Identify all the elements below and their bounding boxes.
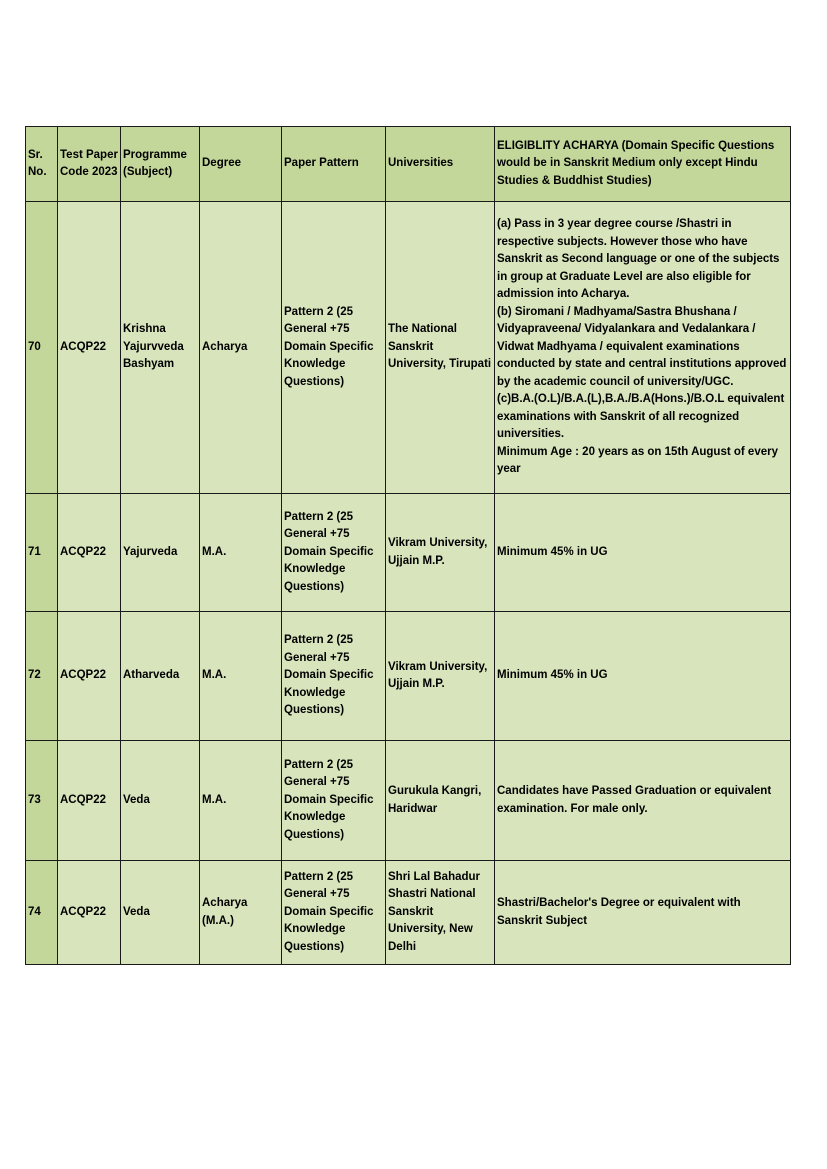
paper-pattern-cell: Pattern 2 (25 General +75 Domain Specific Knowledge Questions) bbox=[282, 612, 386, 741]
test-paper-code-cell: ACQP22 bbox=[58, 202, 121, 494]
eligibility-cell: Minimum 45% in UG bbox=[495, 612, 791, 741]
header-programme: Programme (Subject) bbox=[121, 127, 200, 202]
eligibility-cell: Candidates have Passed Graduation or equivalent examination. For male only. bbox=[495, 741, 791, 861]
university-cell: Gurukula Kangri, Haridwar bbox=[386, 741, 495, 861]
table-row bbox=[26, 612, 791, 741]
university-cell: Shri Lal Bahadur Shastri National Sanskrit University, New Delhi bbox=[386, 861, 495, 965]
programme-cell: Veda bbox=[121, 861, 200, 965]
sr-no-cell: 73 bbox=[26, 741, 58, 861]
university-cell: Vikram University, Ujjain M.P. bbox=[386, 612, 495, 741]
sr-no-cell: 72 bbox=[26, 612, 58, 741]
paper-pattern-cell: Pattern 2 (25 General +75 Domain Specific Knowledge Questions) bbox=[282, 494, 386, 612]
programme-cell: Veda bbox=[121, 741, 200, 861]
degree-cell: M.A. bbox=[200, 612, 282, 741]
degree-cell: M.A. bbox=[200, 741, 282, 861]
sr-no-cell: 71 bbox=[26, 494, 58, 612]
table-row bbox=[26, 494, 791, 612]
header-row bbox=[26, 127, 791, 202]
programme-cell: Krishna Yajurvveda Bashyam bbox=[121, 202, 200, 494]
header-eligibility: ELIGIBLITY ACHARYA (Domain Specific Questions would be in Sanskrit Medium only except Hindu Studies & Buddhist Studies) bbox=[495, 127, 791, 202]
test-paper-code-cell: ACQP22 bbox=[58, 612, 121, 741]
degree-cell: Acharya bbox=[200, 202, 282, 494]
programme-cell: Yajurveda bbox=[121, 494, 200, 612]
header-universities: Universities bbox=[386, 127, 495, 202]
test-paper-code-cell: ACQP22 bbox=[58, 741, 121, 861]
degree-cell: M.A. bbox=[200, 494, 282, 612]
header-sr-no: Sr. No. bbox=[26, 127, 58, 202]
table-row bbox=[26, 861, 791, 965]
degree-cell: Acharya (M.A.) bbox=[200, 861, 282, 965]
sr-no-cell: 70 bbox=[26, 202, 58, 494]
paper-pattern-cell: Pattern 2 (25 General +75 Domain Specific Knowledge Questions) bbox=[282, 861, 386, 965]
header-degree: Degree bbox=[200, 127, 282, 202]
test-paper-code-cell: ACQP22 bbox=[58, 861, 121, 965]
eligibility-cell: (a) Pass in 3 year degree course /Shastri in respective subjects. However those who have Sanskrit as Second language or one of the subjects in group at Graduate Level are also eligible for admission into Acharya. (b) Siromani / Madhyama/Sastra Bhushana / Vidyapraveena/ Vidyalankara and Vedalankara / Vidwat Madhyama / equivalent examinations conducted by state and central institutions approved by the academic council of university/UGC. (c)B.A.(O.L)/B.A.(L),B.A./B.A(Hons.)/B.O.L equivalent examinations with Sanskrit of all recognized universities. Minimum Age : 20 years as on 15th August of every year bbox=[495, 202, 791, 494]
table-row bbox=[26, 202, 791, 494]
university-cell: Vikram University, Ujjain M.P. bbox=[386, 494, 495, 612]
paper-pattern-cell: Pattern 2 (25 General +75 Domain Specific Knowledge Questions) bbox=[282, 202, 386, 494]
paper-pattern-cell: Pattern 2 (25 General +75 Domain Specific Knowledge Questions) bbox=[282, 741, 386, 861]
programme-cell: Atharveda bbox=[121, 612, 200, 741]
header-test-paper-code: Test Paper Code 2023 bbox=[58, 127, 121, 202]
eligibility-cell: Minimum 45% in UG bbox=[495, 494, 791, 612]
eligibility-table bbox=[25, 126, 791, 965]
test-paper-code-cell: ACQP22 bbox=[58, 494, 121, 612]
eligibility-cell: Shastri/Bachelor's Degree or equivalent with Sanskrit Subject bbox=[495, 861, 791, 965]
table-row bbox=[26, 741, 791, 861]
university-cell: The National Sanskrit University, Tirupati bbox=[386, 202, 495, 494]
header-paper-pattern: Paper Pattern bbox=[282, 127, 386, 202]
sr-no-cell: 74 bbox=[26, 861, 58, 965]
